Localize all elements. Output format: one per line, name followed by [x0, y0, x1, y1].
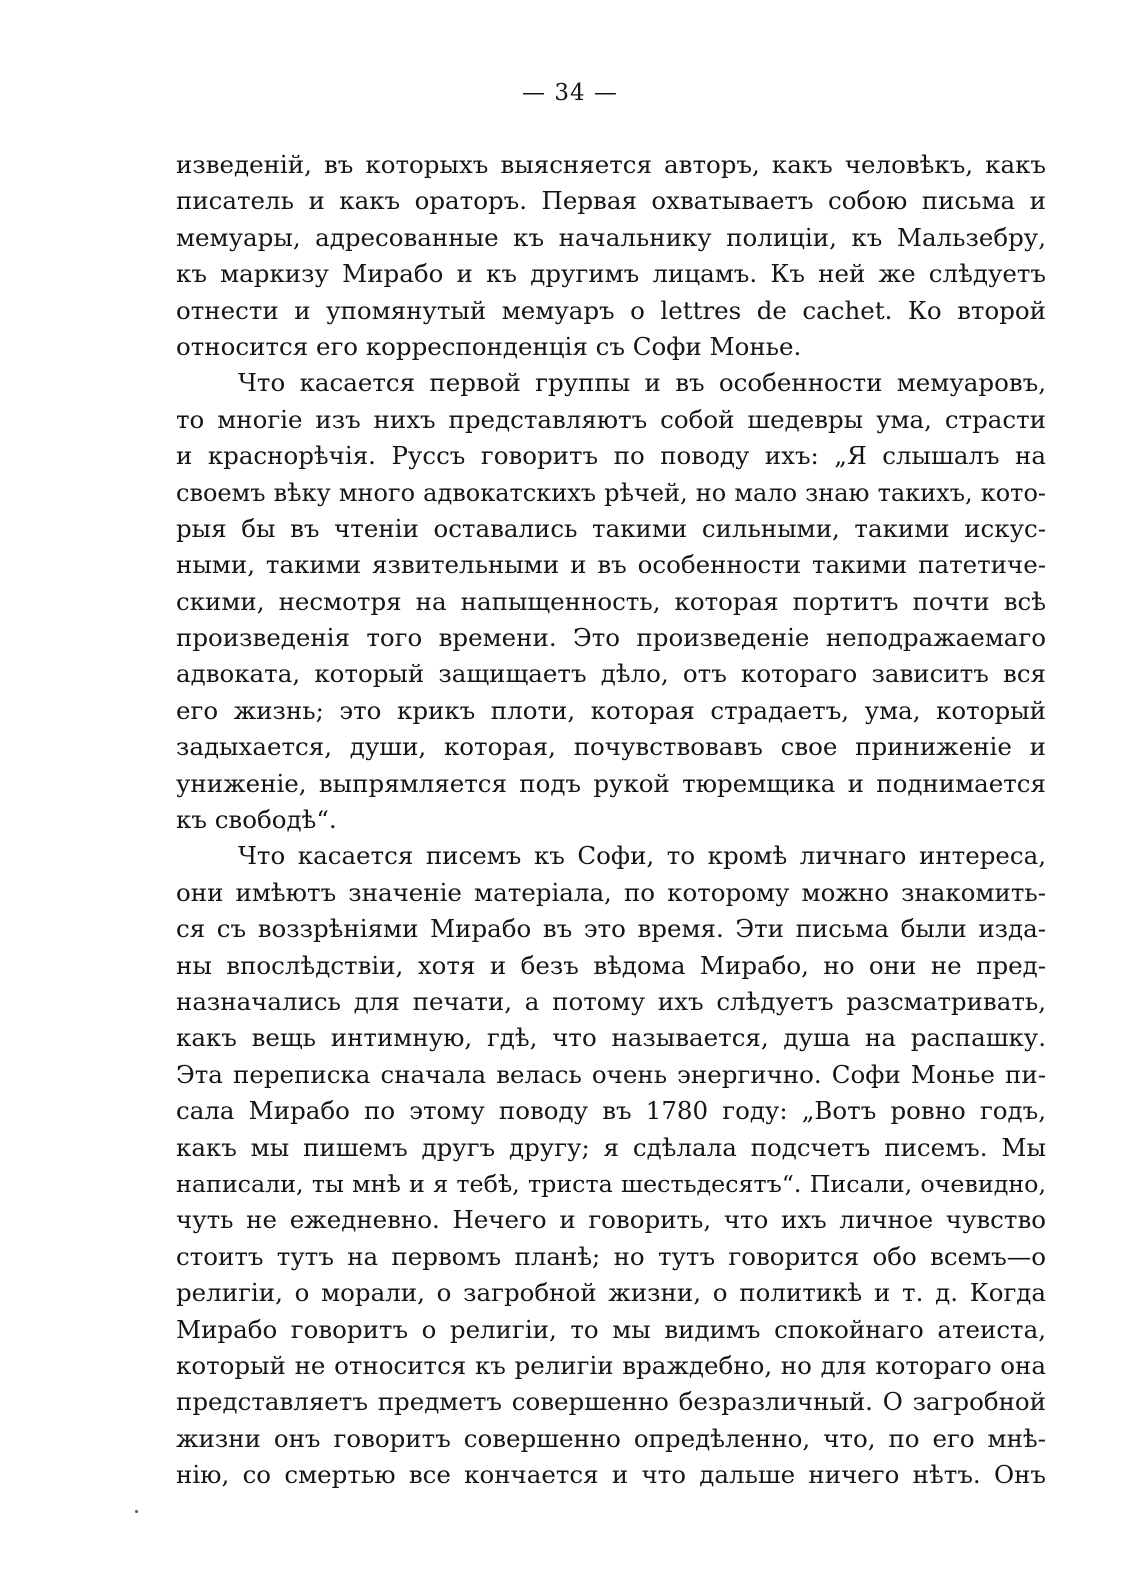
text-line: ны впослѣдствіи, хотя и безъ вѣдома Мирабо, но они не пред-	[176, 950, 1046, 980]
text-line: изведеній, въ которыхъ выясняется авторъ, какъ человѣкъ, какъ	[176, 150, 1046, 179]
text-line: сала Мирабо по этому поводу въ 1780 году: „Вотъ ровно годъ,	[176, 1096, 1046, 1126]
text-line: ся съ воззрѣніями Мирабо въ это время. Эти письма были изда-	[176, 914, 1046, 944]
text-line: рыя бы въ чтеніи оставались такими сильными, такими искус-	[176, 513, 1046, 543]
text-line: мемуары, адресованные къ начальнику полиціи, къ Мальзебру,	[176, 222, 1046, 252]
text-line: задыхается, души, которая, почувствовавъ свое приниженіе и	[176, 732, 1046, 762]
text-line: жизни онъ говоритъ совершенно опредѣленно, что, по его мнѣ-	[176, 1423, 1046, 1453]
text-line: къ маркизу Мирабо и къ другимъ лицамъ. Къ ней же слѣдуетъ	[176, 259, 1046, 289]
paragraph-3	[176, 838, 1046, 1493]
body-text	[176, 147, 1046, 1493]
text-line: Что касается писемъ къ Софи, то кромѣ личнаго интереса,	[238, 841, 1046, 871]
text-line: относится его корреспонденція съ Софи Монье.	[176, 331, 802, 361]
page-number: — 34 —	[522, 80, 618, 106]
text-line: произведенія того времени. Это произведеніе неподражаемаго	[176, 623, 1046, 653]
text-line: къ свободѣ“.	[176, 805, 337, 835]
text-line: написали, ты мнѣ и я тебѣ, триста шестьдесятъ“. Писали, очевидно,	[176, 1169, 1046, 1198]
text-line: Эта переписка сначала велась очень энергично. Софи Монье пи-	[176, 1059, 1046, 1089]
text-line: Что касается первой группы и въ особенности мемуаровъ,	[238, 368, 1046, 398]
text-line: представляетъ предметъ совершенно безразличный. О загробной	[176, 1387, 1046, 1417]
text-line: отнести и упомянутый мемуаръ о lettres de cachet. Ко второй	[176, 295, 1046, 325]
text-line: они имѣютъ значеніе матеріала, по которому можно знакомить-	[176, 877, 1046, 907]
text-line: своемъ вѣку много адвокатскихъ рѣчей, но мало знаю такихъ, кото-	[176, 478, 1046, 507]
text-line: униженіе, выпрямляется подъ рукой тюремщика и поднимается	[176, 768, 1046, 798]
text-line: какъ вещь интимную, гдѣ, что называется, душа на распашку.	[176, 1023, 1046, 1053]
paragraph-2	[176, 365, 1046, 838]
text-line: назначались для печати, а потому ихъ слѣдуетъ разсматривать,	[176, 986, 1046, 1016]
text-line: скими, несмотря на напыщенность, которая портитъ почти всѣ	[176, 586, 1046, 616]
text-line: стоитъ тутъ на первомъ планѣ; но тутъ говорится обо всемъ—о	[176, 1241, 1046, 1271]
text-line: чуть не ежедневно. Нечего и говорить, что ихъ личное чувство	[176, 1205, 1046, 1235]
text-line: который не относится къ религіи враждебно, но для котораго она	[176, 1350, 1046, 1380]
scan-speck	[135, 1510, 138, 1513]
text-line: его жизнь; это крикъ плоти, которая страдаетъ, ума, который	[176, 695, 1046, 725]
text-line: ными, такими язвительными и въ особенности такими патетиче-	[176, 550, 1046, 580]
text-line: писатель и какъ ораторъ. Первая охватываетъ собою письма и	[176, 186, 1046, 216]
text-line: нію, со смертью все кончается и что дальше ничего нѣтъ. Онъ	[176, 1460, 1046, 1490]
paragraph-1	[176, 147, 1046, 365]
text-line: Мирабо говоритъ о религіи, то мы видимъ спокойнаго атеиста,	[176, 1314, 1046, 1344]
text-line: то многіе изъ нихъ представляютъ собой шедевры ума, страсти	[176, 404, 1046, 434]
text-line: какъ мы пишемъ другъ другу; я сдѣлала подсчетъ писемъ. Мы	[176, 1132, 1046, 1162]
text-line: религіи, о морали, о загробной жизни, о политикѣ и т. д. Когда	[176, 1278, 1046, 1308]
text-line: адвоката, который защищаетъ дѣло, отъ котораго зависитъ вся	[176, 659, 1046, 689]
text-line: и краснорѣчія. Руссъ говоритъ по поводу ихъ: „Я слышалъ на	[176, 441, 1046, 471]
